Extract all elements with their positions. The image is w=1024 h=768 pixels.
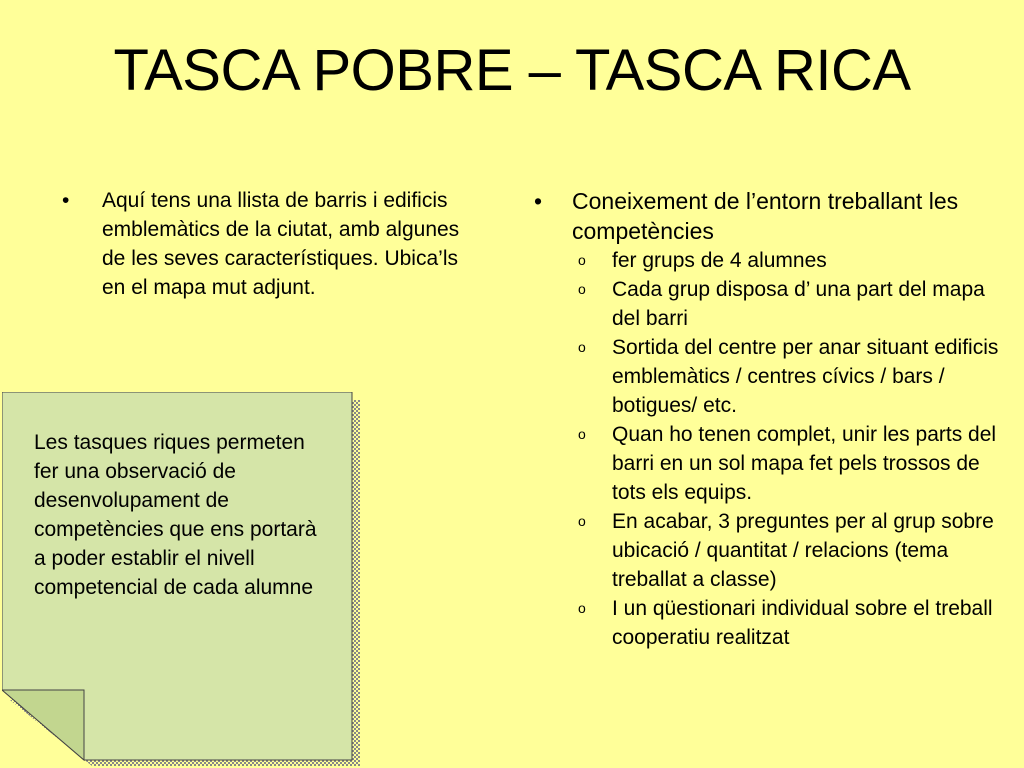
sub-bullet-item — [578, 420, 1014, 507]
right-bullet-item — [534, 186, 1014, 246]
sub-bullet-item — [578, 246, 1014, 275]
left-bullet-item — [62, 186, 462, 302]
slide-title: TASCA POBRE – TASCA RICA — [113, 38, 911, 103]
sub-bullet-marker: o — [578, 426, 586, 442]
sub-bullet-item — [578, 507, 1014, 594]
sub-bullet-text: I un qüestionari individual sobre el treball cooperatiu realitzat — [612, 597, 993, 649]
sub-bullet-list — [534, 246, 1014, 652]
sub-bullet-marker: o — [578, 281, 586, 297]
sticky-note — [2, 392, 352, 760]
sub-bullet-marker: o — [578, 513, 586, 529]
sub-bullet-item — [578, 275, 1014, 333]
bullet-marker: • — [62, 189, 70, 212]
sub-bullet-text: Quan ho tenen complet, unir les parts del barri en un sol mapa fet pels trossos de tots els equips. — [612, 423, 997, 504]
sub-bullet-item — [578, 333, 1014, 420]
left-column — [62, 186, 462, 302]
sub-bullet-text: Sortida del centre per anar situant edificis emblemàtics / centres cívics / bars / botigues/ etc. — [612, 336, 999, 417]
right-column — [534, 186, 1014, 652]
sub-bullet-marker: o — [578, 600, 586, 616]
sticky-note-text: Les tasques riques permeten fer una observació de desenvolupament de competències que ens portarà a poder establir el nivell competencial de cada alumne — [34, 431, 317, 599]
sub-bullet-text: fer grups de 4 alumnes — [612, 249, 827, 272]
sub-bullet-item — [578, 594, 1014, 652]
sub-bullet-marker: o — [578, 339, 586, 355]
right-bullet-heading: Coneixement de l’entorn treballant les competències — [572, 188, 959, 244]
bullet-marker: • — [534, 188, 543, 214]
sub-bullet-text: Cada grup disposa d’ una part del mapa del barri — [612, 278, 985, 330]
left-bullet-text: Aquí tens una llista de barris i edificis emblemàtics de la ciutat, amb algunes de les seves característiques. Ubica’ls en el mapa mut adjunt. — [102, 189, 460, 299]
sub-bullet-text: En acabar, 3 preguntes per al grup sobre ubicació / quantitat / relacions (tema treballat a classe) — [612, 510, 994, 591]
note-fold — [2, 690, 84, 760]
sub-bullet-marker: o — [578, 252, 586, 268]
